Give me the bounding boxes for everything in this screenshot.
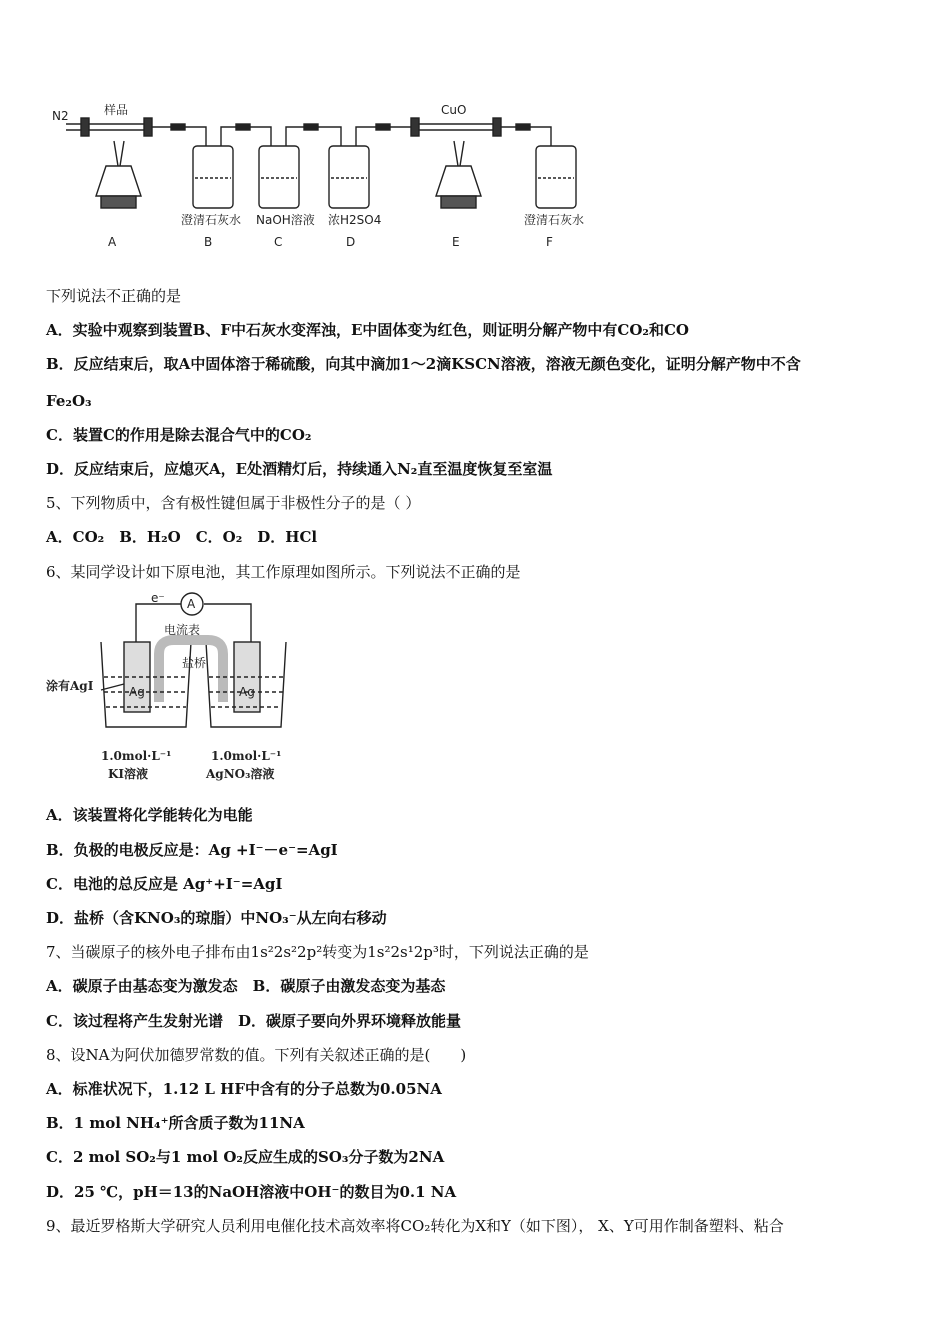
q4-option-c: C．装置C的作用是除去混合气中的CO₂ <box>46 426 312 444</box>
q8-stem: 8、设NA为阿伏加德罗常数的值。下列有关叙述正确的是( ) <box>46 1046 467 1064</box>
gas-label: N2 <box>52 109 69 123</box>
q4-option-b: B．反应结束后，取A中固体溶于稀硫酸，向其中滴加1～2滴KSCN溶液，溶液无颜色变化，证明分解产物中不含 <box>46 355 801 373</box>
ammeter-label: 电流表 <box>164 623 201 637</box>
q4-option-b-cont: Fe₂O₃ <box>46 392 92 410</box>
apparatus-figure <box>46 96 591 256</box>
reagent-c: NaOH溶液 <box>256 213 315 227</box>
q6-option-a: A．该装置将化学能转化为电能 <box>46 806 253 824</box>
reagent-b: 澄清石灰水 <box>181 213 242 227</box>
electrode-left: Ag <box>129 685 145 699</box>
q4-option-d: D．反应结束后，应熄灭A，E处酒精灯后，持续通入N₂直至温度恢复至室温 <box>46 460 553 478</box>
oxide-label: CuO <box>441 103 467 117</box>
galvanic-cell-figure <box>46 592 296 790</box>
letter-e: E <box>452 235 460 249</box>
coated-label: 涂有AgI <box>46 679 94 693</box>
q6-option-c: C．电池的总反应是 Ag⁺+I⁻=AgI <box>46 875 283 893</box>
q6-option-b: B．负极的电极反应是：Ag +I⁻－e⁻=AgI <box>46 841 338 859</box>
q5-stem: 5、下列物质中，含有极性键但属于非极性分子的是（ ） <box>46 494 421 512</box>
q8-option-b: B．1 mol NH₄⁺所含质子数为11NA <box>46 1114 305 1132</box>
q6-option-d: D．盐桥（含KNO₃的琼脂）中NO₃⁻从左向右移动 <box>46 909 387 927</box>
letter-a: A <box>108 235 117 249</box>
q7-stem: 7、当碳原子的核外电子排布由1s²2s²2p²转变为1s²2s¹2p³时，下列说法正确的是 <box>46 943 589 961</box>
q6-stem: 6、某同学设计如下原电池，其工作原理如图所示。下列说法不正确的是 <box>46 563 521 581</box>
sample-label: 样品 <box>104 103 129 117</box>
salt-bridge-label: 盐桥 <box>182 656 207 670</box>
solution-right: AgNO₃溶液 <box>206 767 275 781</box>
q7-options-cd: C．该过程将产生发射光谱 D．碳原子要向外界环境释放能量 <box>46 1012 461 1030</box>
q8-option-a: A．标准状况下，1.12 L HF中含有的分子总数为0.05NA <box>46 1080 442 1098</box>
letter-c: C <box>274 235 283 249</box>
q4-stem: 下列说法不正确的是 <box>46 287 182 305</box>
letter-f: F <box>546 235 553 249</box>
conc-left: 1.0mol·L⁻¹ <box>101 749 172 763</box>
solution-left: KI溶液 <box>108 767 149 781</box>
q4-option-a: A．实验中观察到装置B、F中石灰水变浑浊，E中固体变为红色，则证明分解产物中有CO₂和CO <box>46 321 689 339</box>
reagent-f: 澄清石灰水 <box>524 213 585 227</box>
electron-label: e⁻ <box>151 592 165 605</box>
q8-option-d: D．25 ℃，pH＝13的NaOH溶液中OH⁻的数目为0.1 NA <box>46 1183 457 1201</box>
q9-stem: 9、最近罗格斯大学研究人员利用电催化技术高效率将CO₂转化为X和Y（如下图）， X、Y可用作制备塑料、粘合 <box>46 1217 784 1235</box>
letter-b: B <box>204 235 213 249</box>
q5-options: A．CO₂ B．H₂O C．O₂ D．HCl <box>46 528 318 546</box>
conc-right: 1.0mol·L⁻¹ <box>211 749 282 763</box>
q8-option-c: C．2 mol SO₂与1 mol O₂反应生成的SO₃分子数为2NA <box>46 1148 445 1166</box>
reagent-d: 浓H2SO4 <box>328 213 382 227</box>
electrode-right: Ag <box>239 685 255 699</box>
letter-d: D <box>346 235 356 249</box>
ammeter-icon: A <box>187 597 196 611</box>
q7-options-ab: A．碳原子由基态变为激发态 B．碳原子由激发态变为基态 <box>46 977 446 995</box>
